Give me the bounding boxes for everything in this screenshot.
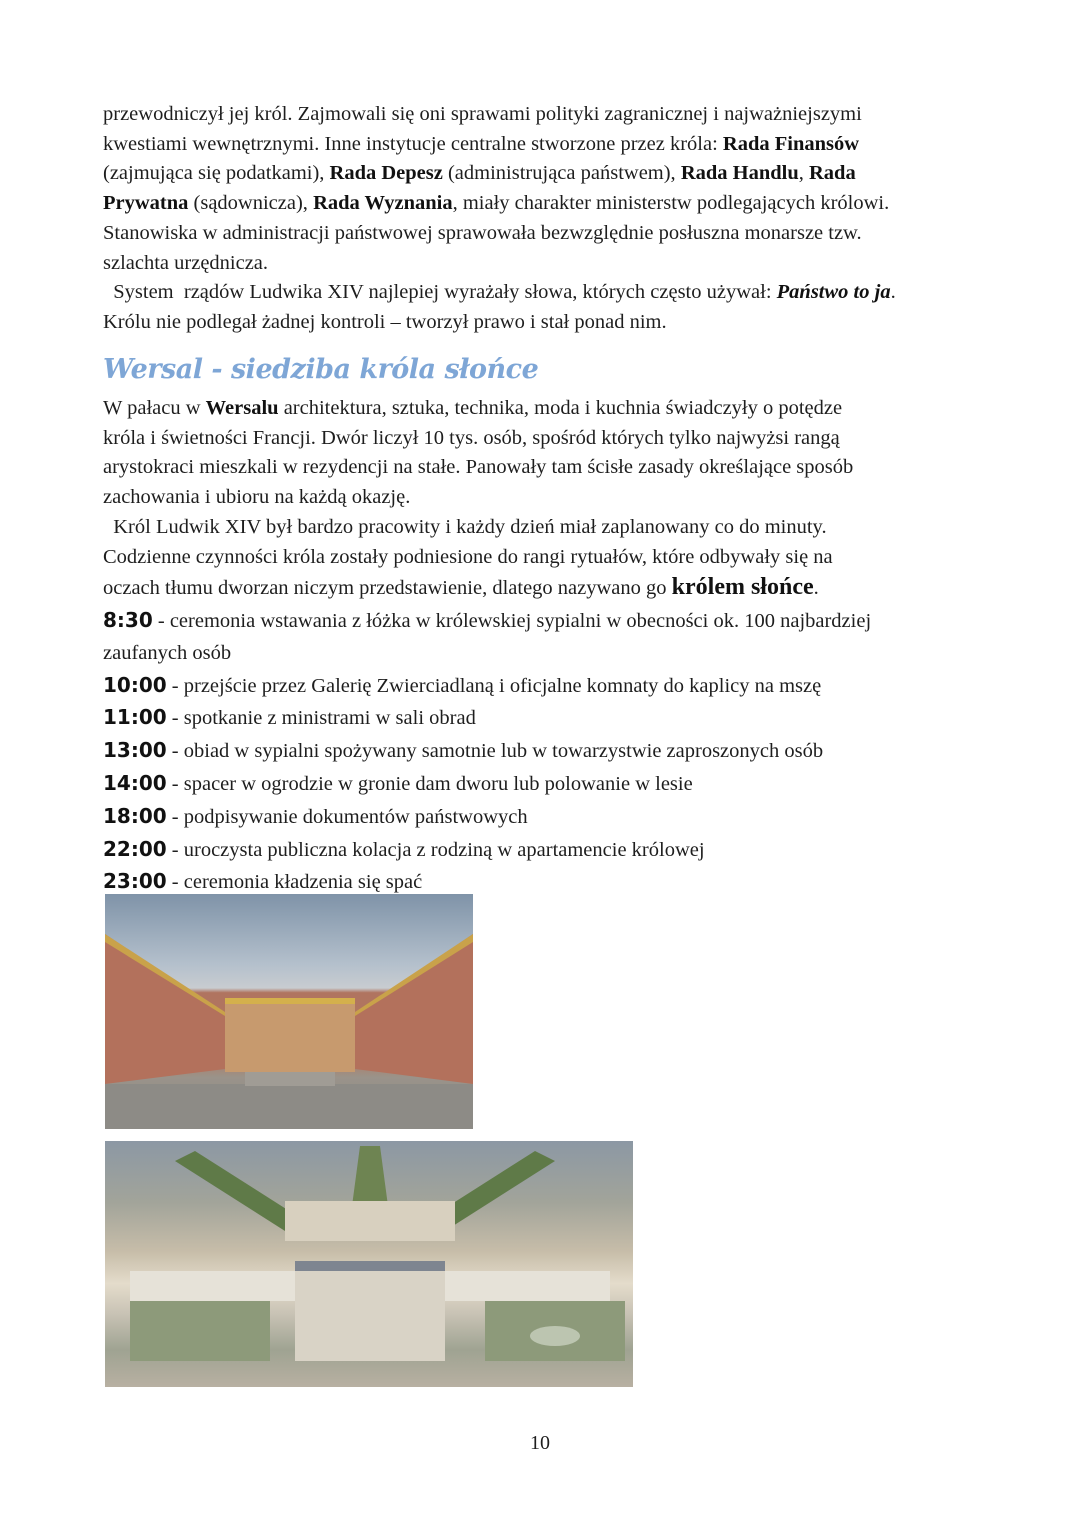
text-line: Królu nie podlegał żadnej kontroli – tworzył prawo i stał ponad nim. — [103, 310, 667, 333]
section-heading: Wersal - siedziba króla słońce — [103, 354, 539, 385]
schedule-item: 13:00 - obiad w sypialni spożywany samotnie lub w towarzystwie zaproszonych osób — [103, 738, 824, 763]
text-line: króla i świetności Francji. Dwór liczył 10 tys. osób, spośród których tylko najwyżsi rangą — [103, 426, 840, 449]
schedule-item: 10:00 - przejście przez Galerię Zwierciadlaną i oficjalne komnaty do kaplicy na mszę — [103, 672, 822, 697]
text-line: W pałacu w Wersalu architektura, sztuka, technika, moda i kuchnia świadczyły o potędze — [103, 397, 843, 419]
schedule-item-continuation: zaufanych osób — [103, 641, 232, 664]
section-paragraph — [103, 394, 1003, 604]
text-line: szlachta urzędnicza. — [103, 251, 269, 274]
text-line: kwestiami wewnętrznymi. Inne instytucje centralne stworzone przez króla: Rada Finansów — [103, 132, 860, 155]
text-line: System rządów Ludwika XIV najlepiej wyrażały słowa, których często używał: Państwo to ja. — [103, 281, 896, 304]
text-line: Król Ludwik XIV był bardzo pracowity i każdy dzień miał zaplanowany co do minuty. — [103, 515, 827, 538]
text-line: Prywatna (sądownicza), Rada Wyznania, miały charakter ministerstw podlegających królowi. — [103, 192, 890, 215]
daily-schedule — [103, 605, 871, 899]
text-line: oczach tłumu dworzan niczym przedstawienie, dlatego nazywano go królem słońce. — [103, 574, 819, 601]
schedule-item: 22:00 - uroczysta publiczna kolacja z rodziną w apartamencie królowej — [103, 836, 705, 861]
text-line: arystokraci mieszkali w rezydencji na stałe. Panowały tam ścisłe zasady określające sposób — [103, 456, 854, 479]
intro-paragraph — [103, 100, 1003, 338]
palace-courtyard-photo — [105, 894, 473, 1129]
text-line: Codzienne czynności króla zostały podniesione do rangi rytuałów, które odbywały się na — [103, 545, 833, 568]
page-number: 10 — [530, 1432, 550, 1454]
text-line: przewodniczył jej król. Zajmowali się oni sprawami polityki zagranicznej i najważniejszymi — [103, 103, 862, 125]
schedule-item: 14:00 - spacer w ogrodzie w gronie dam dworu lub polowanie w lesie — [103, 770, 693, 795]
text-line: Stanowiska w administracji państwowej sprawowała bezwzględnie posłuszna monarsze tzw. — [103, 221, 862, 244]
versailles-aerial-illustration — [105, 1141, 633, 1387]
schedule-item: 11:00 - spotkanie z ministrami w sali obrad — [103, 705, 476, 730]
schedule-item: 18:00 - podpisywanie dokumentów państwowych — [103, 803, 528, 828]
palace-courtyard-illustration — [105, 894, 473, 1129]
schedule-item: 23:00 - ceremonia kładzenia się spać — [103, 869, 423, 894]
text-line: (zajmująca się podatkami), Rada Depesz (administrująca państwem), Rada Handlu, Rada — [103, 162, 856, 185]
schedule-item: 8:30 - ceremonia wstawania z łóżka w królewskiej sypialni w obecności ok. 100 najbardziej — [103, 608, 872, 632]
text-line: zachowania i ubioru na każdą okazję. — [103, 486, 411, 509]
versailles-aerial-photo — [105, 1141, 633, 1387]
